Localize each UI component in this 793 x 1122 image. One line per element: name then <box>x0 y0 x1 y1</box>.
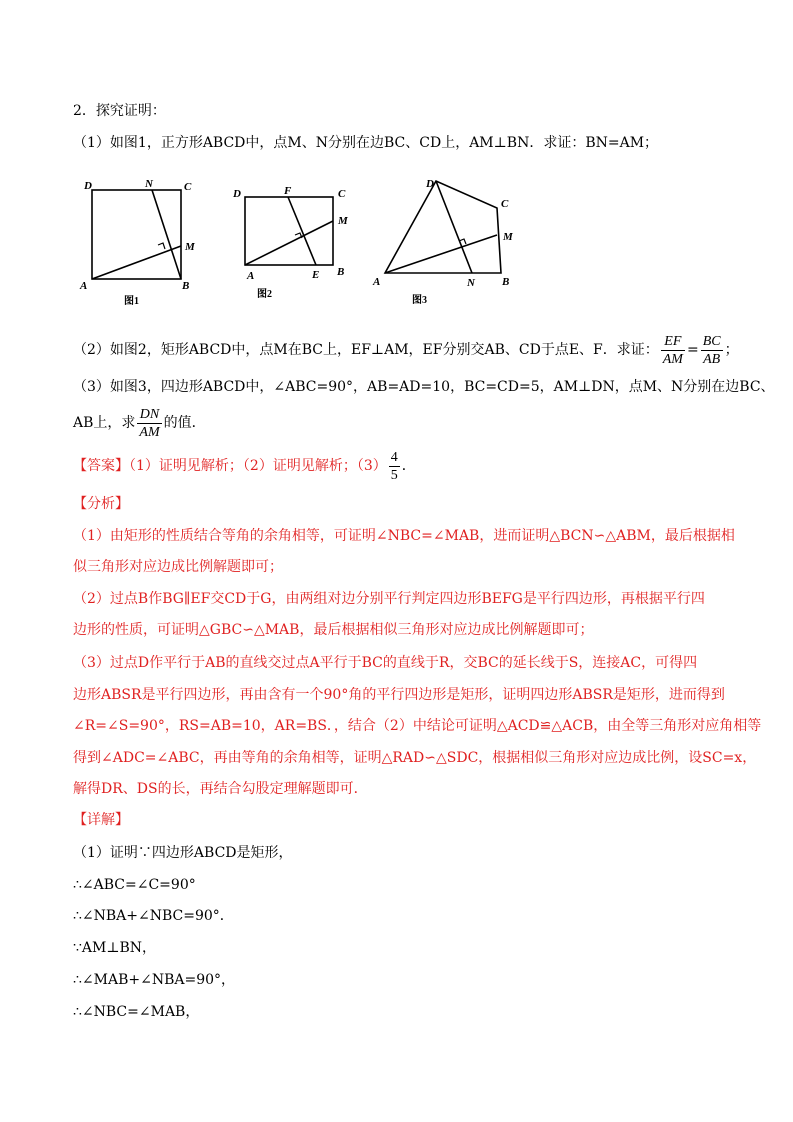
problem-part2 <box>73 330 739 370</box>
fig1-label-D: D <box>84 180 92 192</box>
fig2-label-E: E <box>312 269 320 281</box>
part2-end: ； <box>724 342 739 358</box>
fig2-caption: 图2 <box>257 289 272 300</box>
fig2-label-D: D <box>233 188 241 200</box>
detail-line-3: ∴∠NBA+∠NBC=90°． <box>73 908 234 924</box>
part2-lhs-num: EF <box>661 333 685 351</box>
answer-line <box>73 446 416 486</box>
answer-fraction <box>389 449 400 484</box>
detail-line-4: ∵AM⊥BN， <box>73 940 157 956</box>
fig1-label-N: N <box>145 178 153 190</box>
detail-line-6: ∴∠NBC=∠MAB， <box>73 1004 200 1020</box>
answer-text: （1）证明见解析；（2）证明见解析；（3） <box>129 458 387 474</box>
fig2-label-C: C <box>338 188 346 200</box>
analysis-line-1: （1）由矩形的性质结合等角的余角相等，可证明∠NBC=∠MAB，进而证明△BCN∽△ABM，最后根据相 <box>73 528 735 544</box>
part2-text: （2）如图2，矩形ABCD中，点M在BC上，EF⊥AM，EF分别交AB、CD于点E、F．求证： <box>73 342 659 358</box>
fig2-label-B: B <box>337 266 345 278</box>
fig3-label-A: A <box>373 276 381 288</box>
part2-equals: = <box>686 342 699 358</box>
problem-title: 2．探究证明： <box>73 103 166 119</box>
part3-fraction <box>137 406 161 441</box>
analysis-line-9: 解得DR、DS的长，再结合勾股定理解题即可． <box>73 781 368 797</box>
fig2-label-A: A <box>247 270 255 282</box>
answer-tag: 【答案】 <box>73 458 129 474</box>
part3-post: 的值． <box>163 415 206 431</box>
answer-den: 5 <box>390 467 398 483</box>
part2-lhs-den: AM <box>662 351 683 367</box>
fig3-label-B: B <box>502 276 510 288</box>
answer-num: 4 <box>390 449 398 465</box>
analysis-line-5: （3）过点D作平行于AB的直线交过点A平行于BC的直线于R，交BC的延长线于S，连接AC，可得四 <box>73 655 698 671</box>
fig3-label-N: N <box>467 277 475 289</box>
detail-line-2: ∴∠ABC=∠C=90° <box>73 877 196 893</box>
figure-1 <box>92 190 181 279</box>
part3-num: DN <box>137 406 161 424</box>
problem-part1: （1）如图1，正方形ABCD中，点M、N分别在边BC、CD上，AM⊥BN．求证：BN=AM； <box>73 135 659 151</box>
fig1-label-C: C <box>184 181 192 193</box>
analysis-line-6: 边形ABSR是平行四边形，再由含有一个90°角的平行四边形是矩形，证明四边形ABSR是矩形，进而得到 <box>73 687 725 703</box>
part3-pre: AB上，求 <box>73 415 136 431</box>
analysis-line-4: 边形的性质，可证明△GBC∽△MAB，最后根据相似三角形对应边成比例解题即可； <box>73 622 594 638</box>
detail-line-5: ∴∠MAB+∠NBA=90°， <box>73 972 236 988</box>
figure-2 <box>245 197 333 265</box>
fig1-caption: 图1 <box>124 296 139 305</box>
part2-rhs-num: BC <box>702 333 721 349</box>
part2-rhs-den: AB <box>703 351 721 367</box>
part2-rhs-fraction <box>701 333 723 368</box>
fig2-label-F: F <box>284 185 292 197</box>
fig1-label-M: M <box>185 241 195 253</box>
analysis-line-3: （2）过点B作BG∥EF交CD于G，由两组对边分别平行判定四边形BEFG是平行四边形，再根据平行四 <box>73 591 705 607</box>
fig1-label-B: B <box>182 280 190 292</box>
figures <box>0 175 793 305</box>
fig3-label-M: M <box>503 231 513 243</box>
fig3-label-C: C <box>501 198 509 210</box>
analysis-line-8: 得到∠ADC=∠ABC，再由等角的余角相等，证明△RAD∽△SDC，根据相似三角形对应边成比例，设SC=x， <box>73 750 757 766</box>
figure-3 <box>385 181 501 273</box>
fig2-label-M: M <box>338 215 348 227</box>
analysis-line-2: 似三角形对应边成比例解题即可； <box>73 559 283 575</box>
part2-lhs-fraction <box>661 333 685 368</box>
fig3-caption: 图3 <box>412 295 427 305</box>
part3-den: AM <box>139 424 160 440</box>
problem-part3-line2 <box>73 403 206 443</box>
analysis-tag: 【分析】 <box>73 496 129 512</box>
fig3-label-D: D <box>426 178 434 190</box>
problem-part3-line1: （3）如图3，四边形ABCD中，∠ABC=90°，AB=AD=10，BC=CD=5，AM⊥DN，点M、N分别在边BC、 <box>73 379 775 395</box>
fig1-label-A: A <box>80 280 88 292</box>
detail-tag: 【详解】 <box>73 812 129 828</box>
detail-line-1: （1）证明∵四边形ABCD是矩形， <box>73 845 293 861</box>
analysis-line-7: ∠R=∠S=90°，RS=AB=10，AR=BS．，结合（2）中结论可证明△ACD≌△ACB，由全等三角形对应角相等 <box>73 718 762 734</box>
answer-end: ． <box>401 458 416 474</box>
